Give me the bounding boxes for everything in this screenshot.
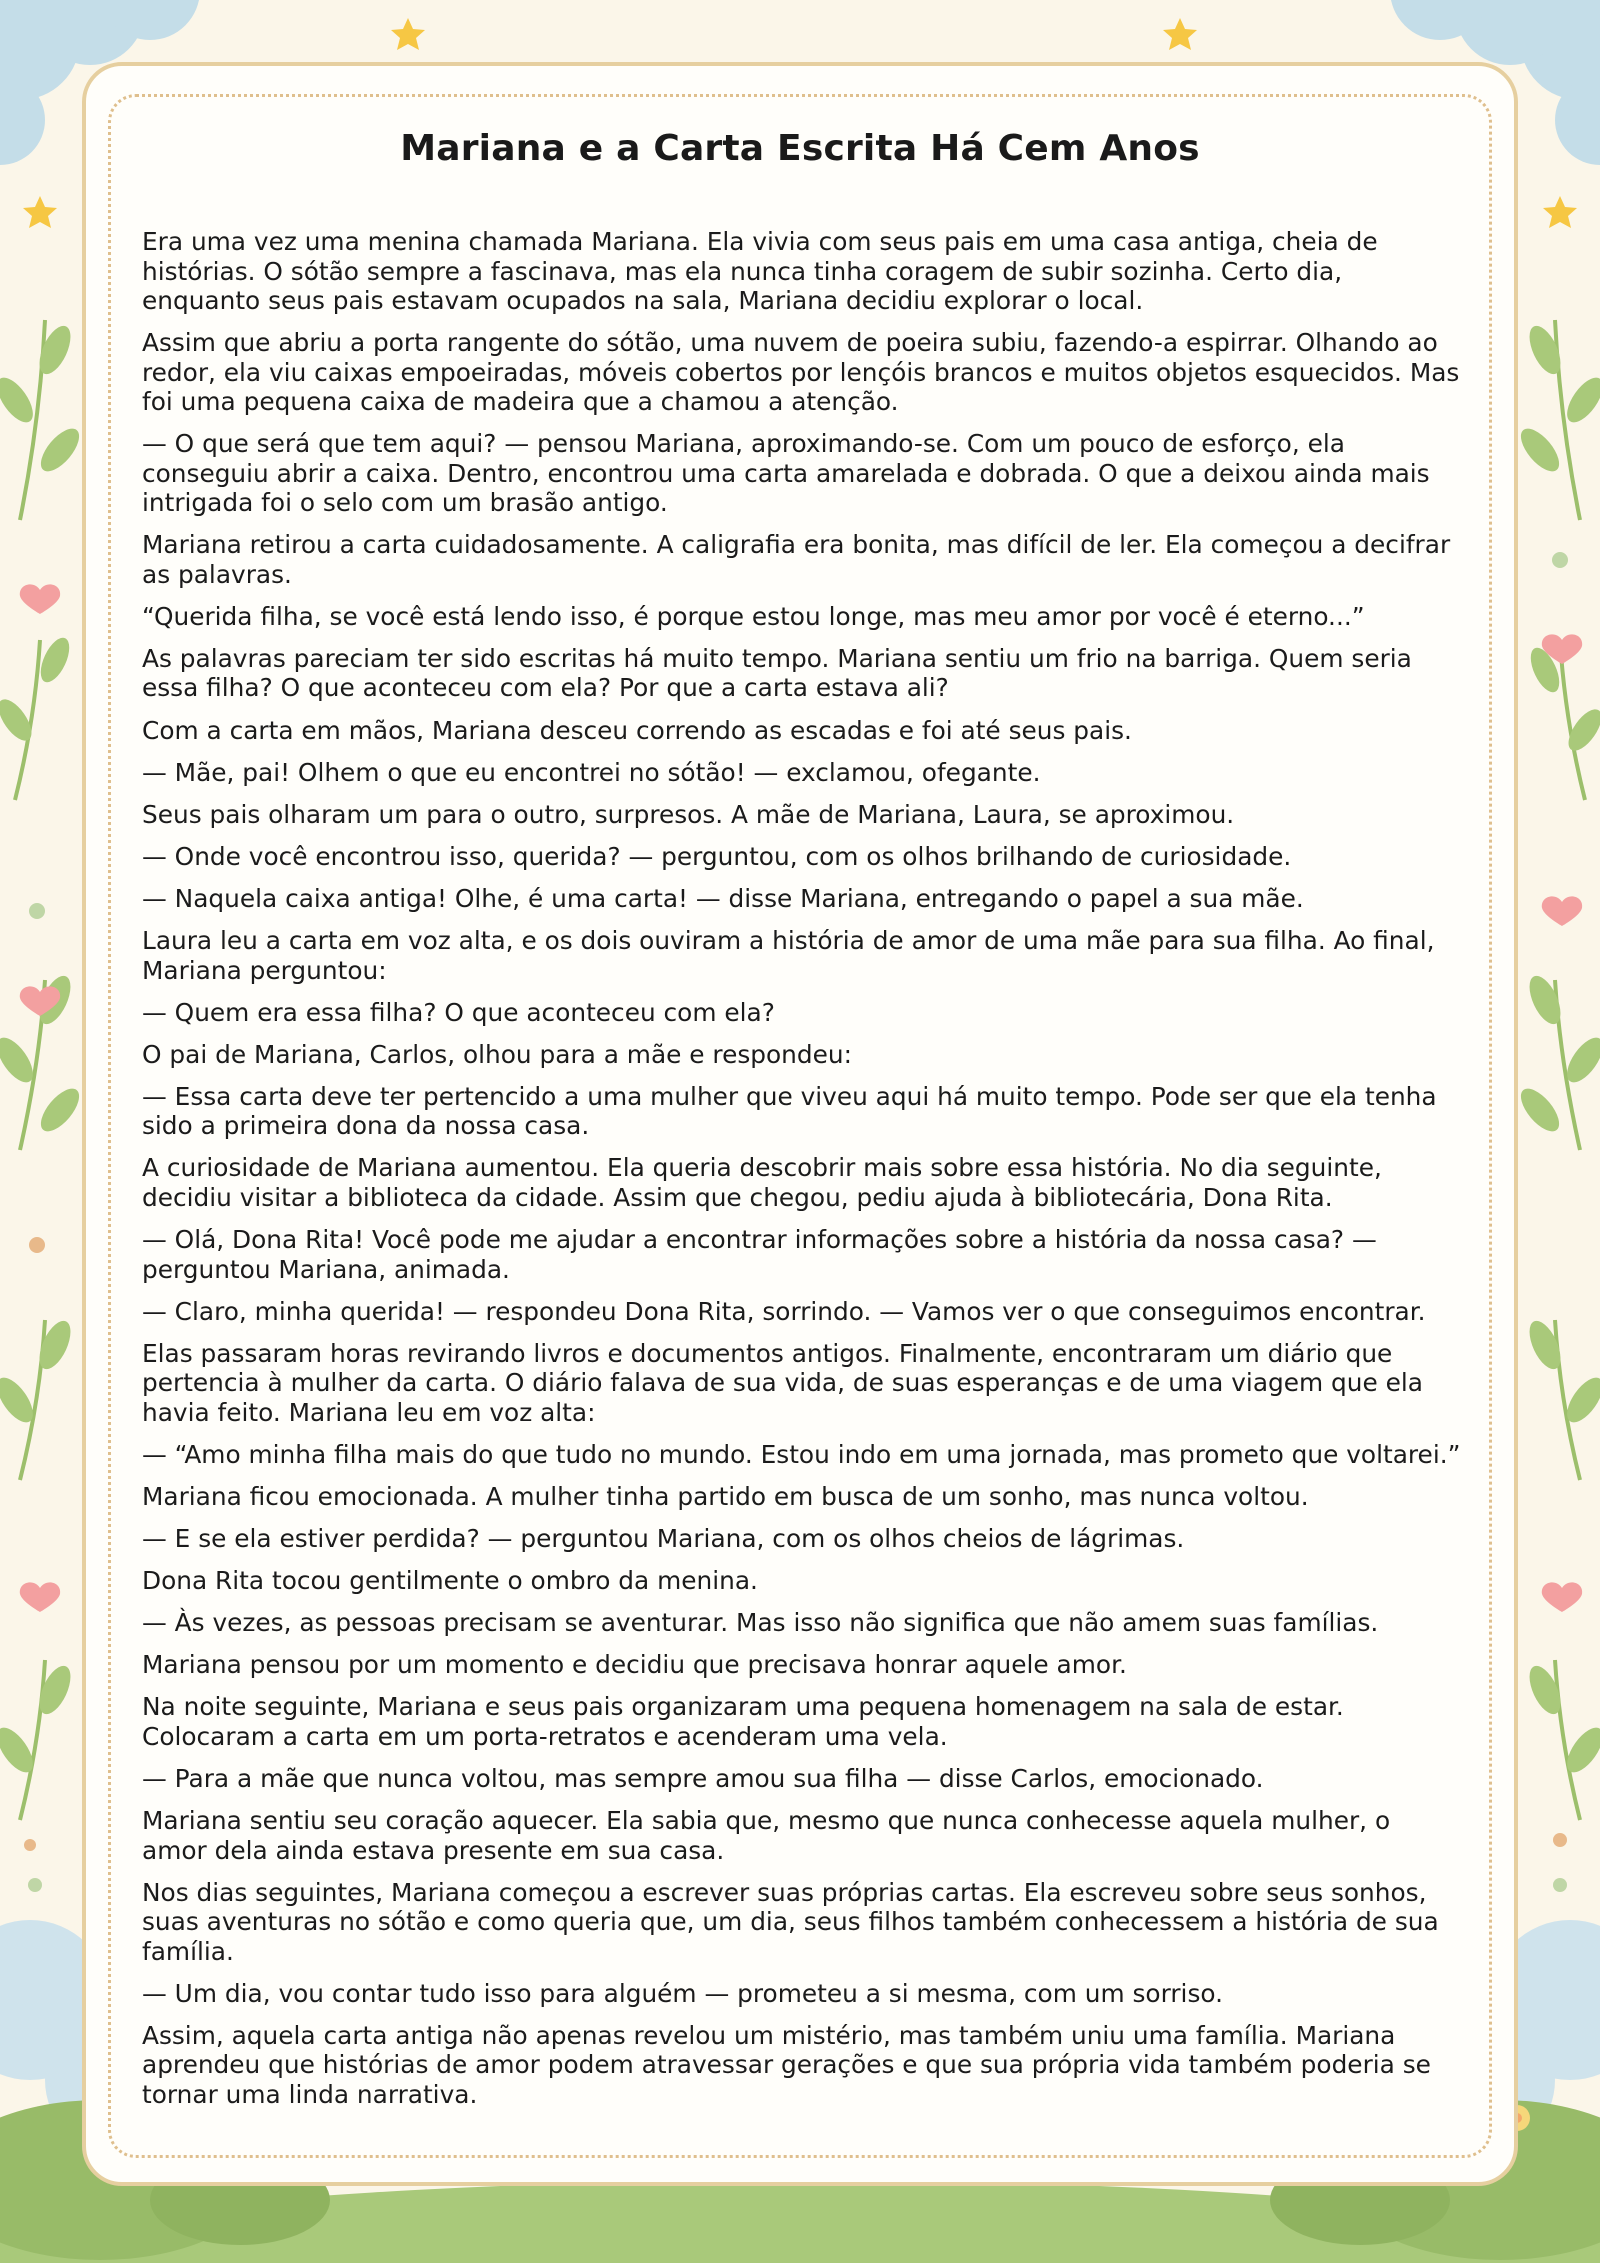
- story-paragraph: Mariana ficou emocionada. A mulher tinha partido em busca de um sonho, mas nunca voltou.: [142, 1481, 1309, 1511]
- story-paragraph: — Às vezes, as pessoas precisam se aventurar. Mas isso não significa que não amem suas famílias.: [142, 1608, 1379, 1638]
- story-paragraph: Com a carta em mãos, Mariana desceu correndo as escadas e foi até seus pais.: [142, 715, 1132, 745]
- story-paragraph: Mariana sentiu seu coração aquecer. Ela sabia que, mesmo que nunca conhecesse aquela mulher, o amor dela ainda estava presente em sua casa.: [142, 1806, 1391, 1865]
- story-paragraph: — Um dia, vou contar tudo isso para alguém — prometeu a si mesma, com um sorriso.: [142, 1978, 1223, 2008]
- story-paragraph: — Naquela caixa antiga! Olhe, é uma carta! — disse Mariana, entregando o papel a sua mãe.: [142, 883, 1304, 913]
- story-paragraph: Seus pais olharam um para o outro, surpresos. A mãe de Mariana, Laura, se aproximou.: [142, 799, 1235, 829]
- story-paragraph: Era uma vez uma menina chamada Mariana. Ela vivia com seus pais em uma casa antiga, cheia de histórias. O sótão sempre a fascinava, mas ela nunca tinha coragem de subir sozinha. Certo dia, enquanto seus pais estavam ocupados na sala, Mariana decidiu explorar o local.: [142, 227, 1378, 315]
- story-paragraph: Nos dias seguintes, Mariana começou a escrever suas próprias cartas. Ela escreveu sobre seus sonhos, suas aventuras no sótão e como queria que, um dia, seus filhos também conhecessem a história de sua família.: [142, 1877, 1439, 1966]
- story-paragraph: — Claro, minha querida! — respondeu Dona Rita, sorrindo. — Vamos ver o que conseguimos encontrar.: [142, 1296, 1426, 1326]
- story-paragraph: O pai de Mariana, Carlos, olhou para a mãe e respondeu:: [142, 1039, 852, 1069]
- story-paragraph: — “Amo minha filha mais do que tudo no mundo. Estou indo em uma jornada, mas prometo que voltarei.”: [142, 1439, 1461, 1469]
- story-body: [142, 227, 1462, 2122]
- story-paragraph: A curiosidade de Mariana aumentou. Ela queria descobrir mais sobre essa história. No dia seguinte, decidiu visitar a biblioteca da cidade. Assim que chegou, pediu ajuda à bibliotecária, Dona Rita.: [142, 1153, 1382, 1212]
- story-paragraph: — Olá, Dona Rita! Você pode me ajudar a encontrar informações sobre a história da nossa casa? — perguntou Mariana, animada.: [142, 1225, 1377, 1284]
- story-paragraph: Mariana retirou a carta cuidadosamente. A caligrafia era bonita, mas difícil de ler. Ela começou a decifrar as palavras.: [142, 530, 1451, 589]
- story-paragraph: Assim que abriu a porta rangente do sótão, uma nuvem de poeira subiu, fazendo-a espirrar. Olhando ao redor, ela viu caixas empoeiradas, móveis cobertos por lençóis brancos e muitos objetos esquecidos. Mas foi uma pequena caixa de madeira que a chamou a atenção.: [142, 328, 1460, 417]
- story-paragraph: — E se ela estiver perdida? — perguntou Mariana, com os olhos cheios de lágrimas.: [142, 1523, 1185, 1553]
- story-paragraph: Na noite seguinte, Mariana e seus pais organizaram uma pequena homenagem na sala de estar. Colocaram a carta em um porta-retratos e acenderam uma vela.: [142, 1692, 1344, 1751]
- story-paragraph: — Essa carta deve ter pertencido a uma mulher que viveu aqui há muito tempo. Pode ser que ela tenha sido a primeira dona da nossa casa.: [142, 1081, 1437, 1141]
- story-paragraph: “Querida filha, se você está lendo isso, é porque estou longe, mas meu amor por você é eterno...”: [142, 601, 1365, 631]
- story-paragraph: Mariana pensou por um momento e decidiu que precisava honrar aquele amor.: [142, 1650, 1127, 1680]
- story-paragraph: — Onde você encontrou isso, querida? — perguntou, com os olhos brilhando de curiosidade.: [142, 841, 1292, 871]
- story-paragraph: — Quem era essa filha? O que aconteceu com ela?: [142, 997, 775, 1027]
- story-paragraph: Elas passaram horas revirando livros e documentos antigos. Finalmente, encontraram um diário que pertencia à mulher da carta. O diário falava de sua vida, de suas esperanças e de uma viagem que ela havia feito. Mariana leu em voz alta:: [142, 1338, 1423, 1427]
- story-paragraph: Dona Rita tocou gentilmente o ombro da menina.: [142, 1566, 758, 1596]
- story-paragraph: Assim, aquela carta antiga não apenas revelou um mistério, mas também uniu uma família. Mariana aprendeu que histórias de amor podem atravessar gerações e que sua própria vida também poderia se tornar uma linda narrativa.: [142, 2020, 1431, 2109]
- story-paragraph: — Para a mãe que nunca voltou, mas sempre amou sua filha — disse Carlos, emocionado.: [142, 1763, 1264, 1793]
- story-paragraph: — Mãe, pai! Olhem o que eu encontrei no sótão! — exclamou, ofegante.: [142, 757, 1041, 787]
- story-paragraph: As palavras pareciam ter sido escritas há muito tempo. Mariana sentiu um frio na barriga. Quem seria essa filha? O que aconteceu com ela? Por que a carta estava ali?: [142, 643, 1412, 703]
- page-title: Mariana e a Carta Escrita Há Cem Anos: [400, 128, 1200, 169]
- story-paragraph: — O que será que tem aqui? — pensou Mariana, aproximando-se. Com um pouco de esforço, ela conseguiu abrir a caixa. Dentro, encontrou uma carta amarelada e dobrada. O que a deixou ainda mais intrigada foi o selo com um brasão antigo.: [142, 429, 1430, 518]
- story-paragraph: Laura leu a carta em voz alta, e os dois ouviram a história de amor de uma mãe para sua filha. Ao final, Mariana perguntou:: [142, 926, 1435, 985]
